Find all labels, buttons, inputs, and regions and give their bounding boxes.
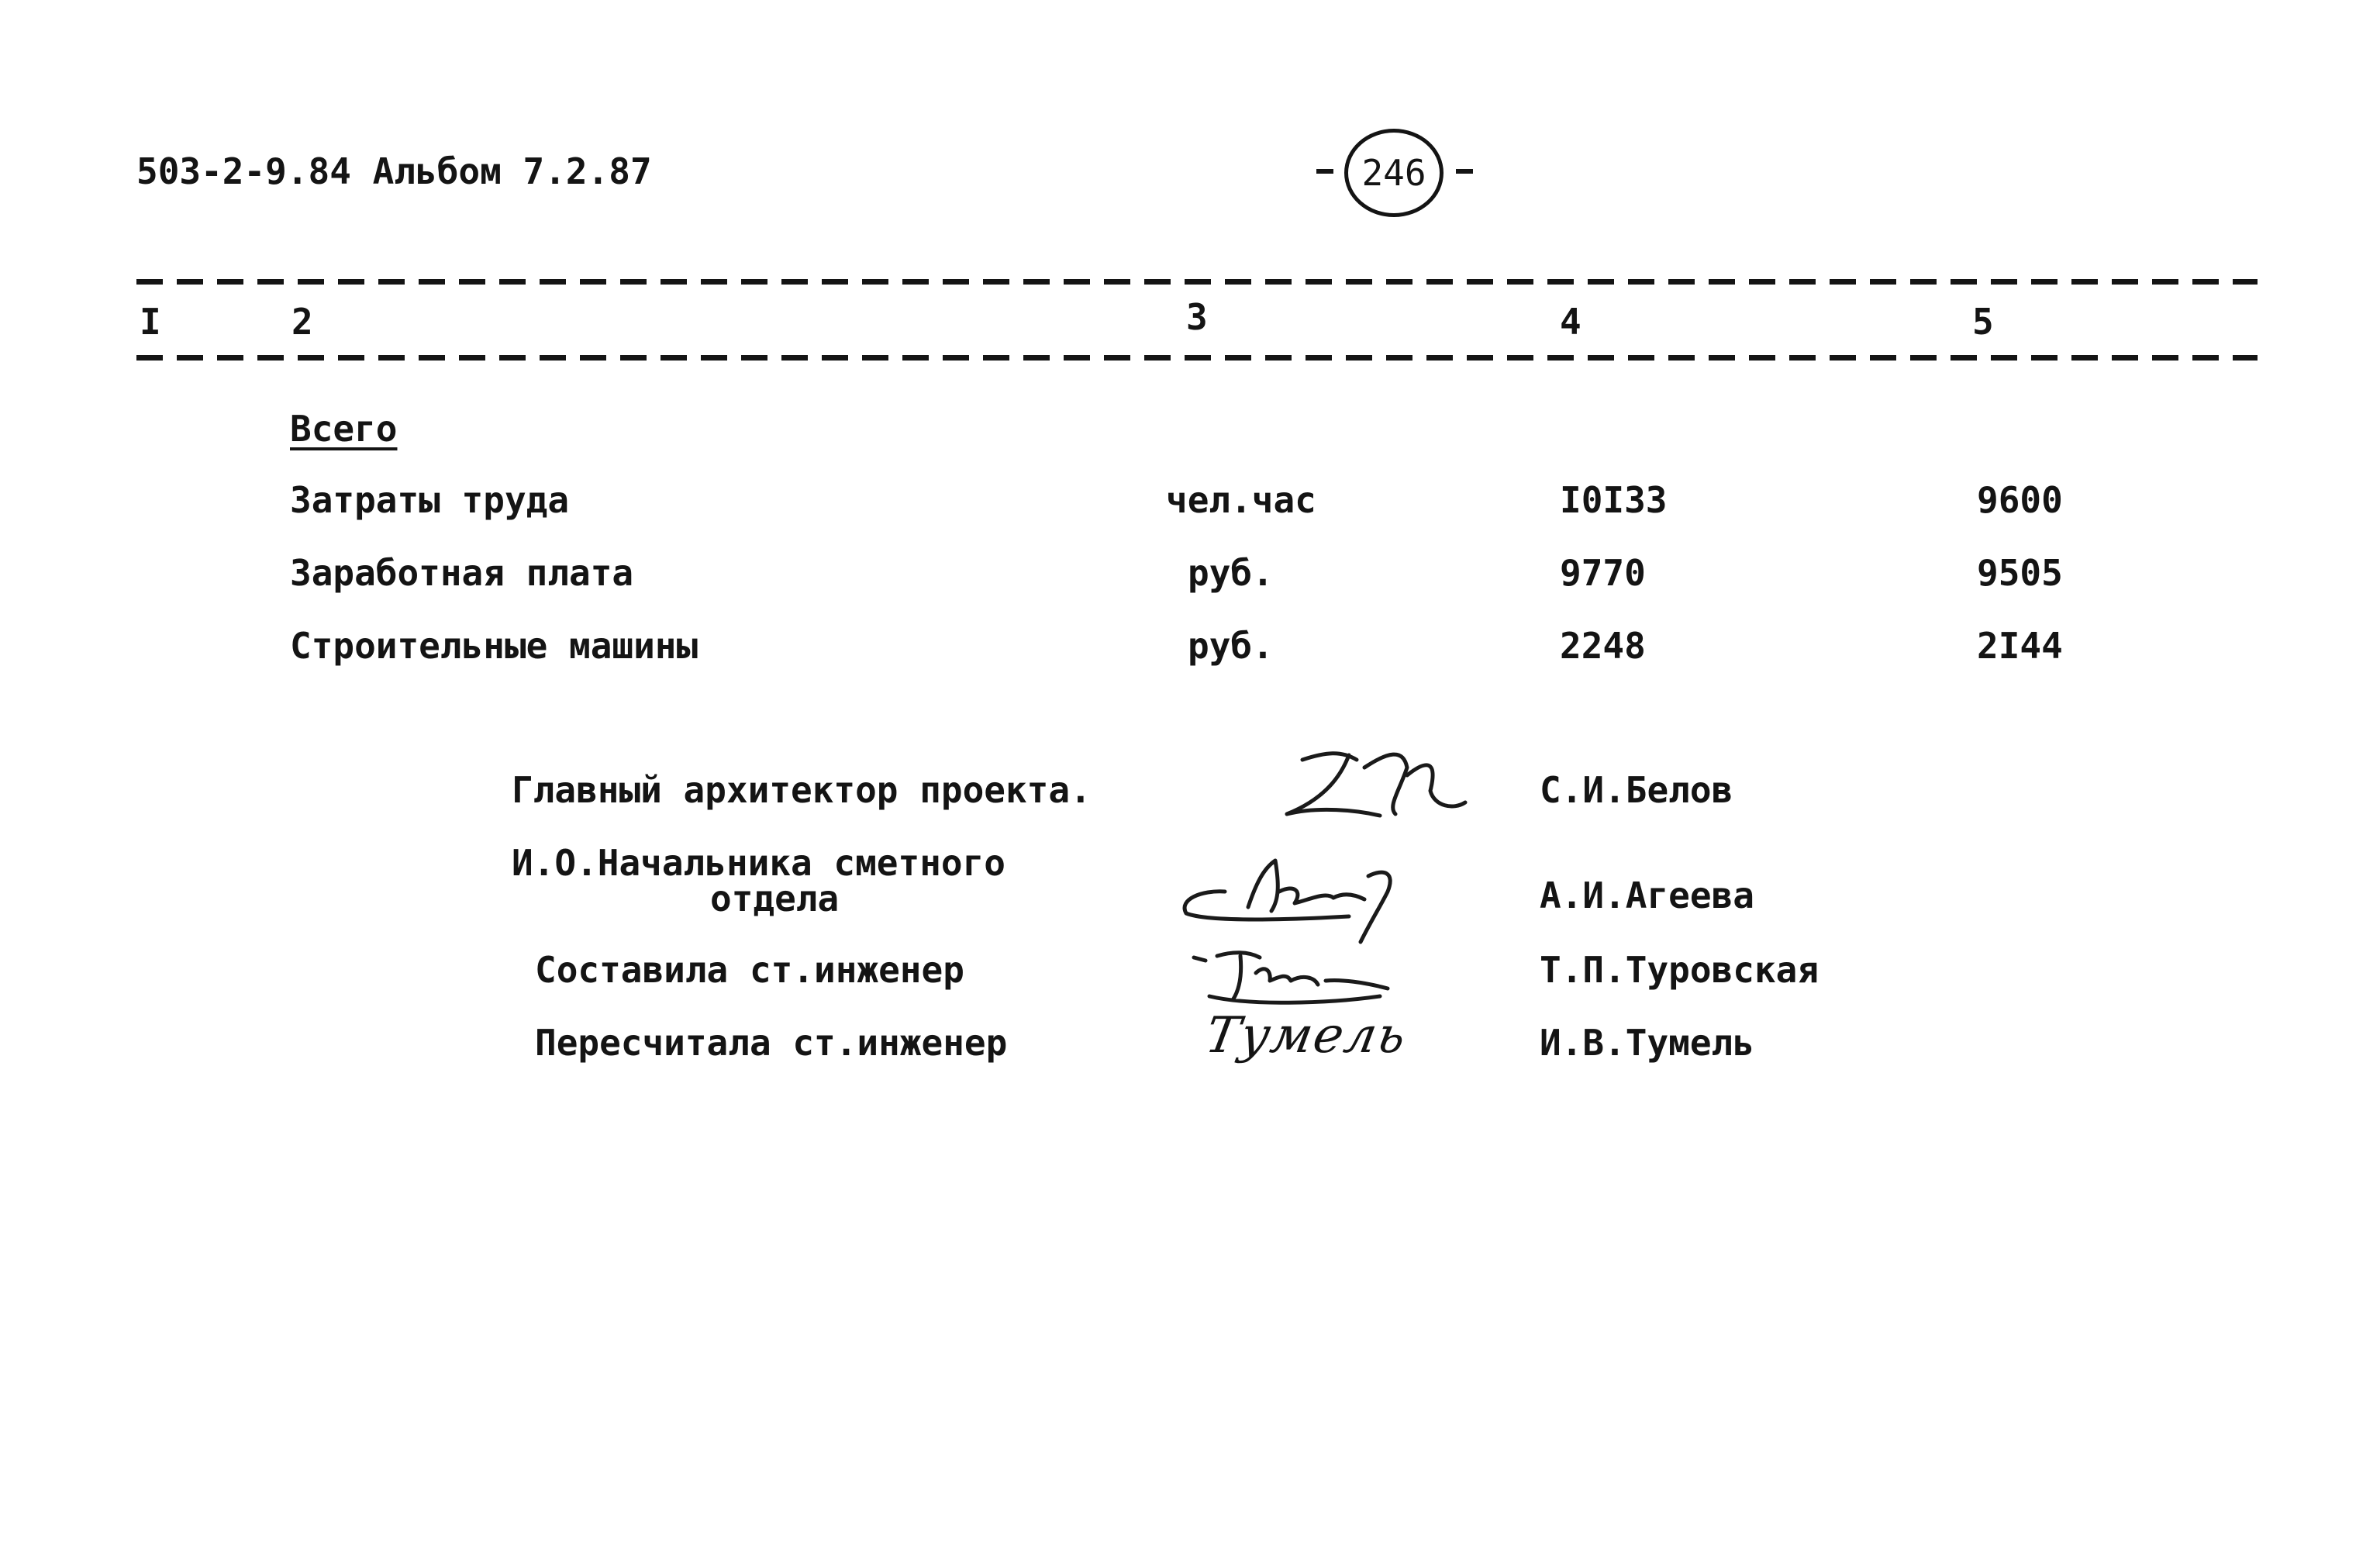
section-title: Всего (290, 408, 398, 450)
table-header-bottom-rule (136, 355, 2258, 361)
signature-turovskaya (1186, 942, 1403, 1012)
column-number-1: I (140, 301, 161, 343)
signatory-name: И.В.Тумель (1540, 1022, 1754, 1064)
table-header-top-rule (136, 279, 2258, 285)
signature-belov (1271, 744, 1473, 822)
row-name: Затраты труда (290, 479, 570, 521)
column-number-5: 5 (1972, 301, 1994, 343)
column-number-3: 3 (1186, 296, 1208, 338)
signatory-position: Составила ст.инженер (535, 949, 964, 991)
row-name: Строительные машины (290, 625, 698, 667)
page-number-badge (1309, 124, 1479, 217)
row-name: Заработная плата (290, 552, 634, 594)
row-col5: 2I44 (1977, 625, 2063, 667)
column-number-2: 2 (291, 301, 313, 343)
signature-tumel: Тумель (1201, 1007, 1412, 1064)
row-col4: I0I33 (1560, 479, 1668, 521)
column-number-4: 4 (1560, 301, 1581, 343)
signature-ageeva (1171, 845, 1434, 946)
row-unit: руб. (1188, 625, 1274, 667)
row-col4: 2248 (1560, 625, 1646, 667)
row-unit: руб. (1188, 552, 1274, 594)
signatory-position: И.О.Начальника сметного (512, 842, 1005, 884)
page-dash-right (1456, 169, 1473, 174)
row-unit: чел.час (1166, 479, 1316, 521)
signatory-name: Т.П.Туровская (1540, 949, 1819, 991)
page-dash-left (1316, 169, 1333, 174)
page-number: 246 (1344, 129, 1444, 217)
row-col4: 9770 (1560, 552, 1646, 594)
signatory-position-line2: отдела (710, 878, 840, 919)
row-col5: 9505 (1977, 552, 2063, 594)
document-code: 503-2-9.84 Альбом 7.2.87 (136, 150, 652, 192)
row-col5: 9600 (1977, 479, 2063, 521)
signatory-position: Главный архитектор проекта. (512, 769, 1092, 811)
signatory-name: С.И.Белов (1540, 769, 1733, 811)
signatory-name: А.И.Агеева (1540, 875, 1754, 916)
signatory-position: Пересчитала ст.инженер (535, 1022, 1008, 1064)
